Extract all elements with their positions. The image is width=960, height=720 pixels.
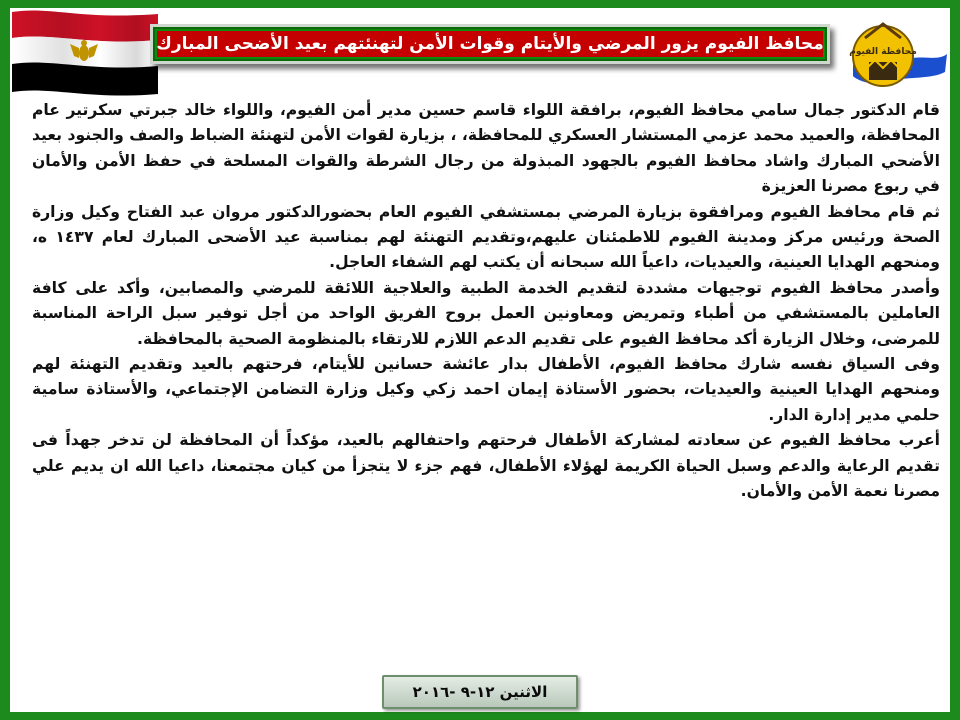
paragraph: وأصدر محافظ الفيوم توجيهات مشددة لتقديم الخدمة الطبية والعلاجية اللائقة للمرضي والمصابين، وأكد على كافة العاملين بالمستشفي من أطباء وتمريض ومعاونين العمل بروح الفريق الواحد من أجل توفير سبل الراحة المناسبة للمرضى، وخلال الزيارة أكد محافظ الفيوم على تقديم الدعم اللازم للارتقاء بالمنظومة الصحية بالمحافظة. <box>32 278 940 348</box>
paragraph: قام الدكتور جمال سامي محافظ الفيوم، برافقة اللواء قاسم حسين مدير أمن الفيوم، واللواء خالد جبرتي سكرتير عام المحافظة، والعميد محمد عزمي المستشار العسكري للمحافظة، ، بزيارة لقوات الأمن لتهنئة الضباط والصف والجنود بعيد الأضحي المبارك واشاد محافظ الفيوم بالجهود المبذولة من رجال الشرطة والقوات المسلحة في حفظ الأمن والأمان في ربوع مصرنا العزيزة <box>32 101 940 196</box>
fayoum-governorate-logo <box>845 10 950 100</box>
paragraph: ثم قام محافظ الفيوم ومرافقوة بزيارة المرضي بمستشفي الفيوم العام بحضورالدكتور مروان عبد الفتاح وكيل وزارة الصحة ورئيس مركز ومدينة الفيوم للاطمئنان عليهم،وتقديم التهنئة لهم بمناسبة عيد الأضحى المبارك لعام ١٤٣٧ ه، ومنحهم الهدايا العينية، والعيديات، داعياً الله سبحانه أن يكتب لهم الشفاء العاجل. <box>32 202 940 272</box>
paragraph: وفى السياق نفسه شارك محافظ الفيوم، الأطفال بدار عائشة حسانين للأيتام، فرحتهم بالعيد وتقديم التهنئة لهم ومنحهم الهدايا العينية والعيديات، بحضور الأستاذة إيمان احمد زكي وكيل وزارة التضامن الإجتماعي، والأستاذة سامية حلمي مدير إدارة الدار. <box>32 355 940 424</box>
date-text: الاثنين ١٢-٩ -٢٠١٦ <box>412 683 548 701</box>
date-badge <box>382 675 578 709</box>
logo-text: محافظة الفيوم <box>849 47 917 57</box>
egypt-flag-icon <box>10 8 160 100</box>
article-body <box>32 98 940 588</box>
title-banner <box>150 24 830 64</box>
news-page <box>10 8 950 712</box>
paragraph: أعرب محافظ الفيوم عن سعادته لمشاركة الأطفال فرحتهم واحتفالهم بالعيد، مؤكداً أن المحافظة لن تدخر جهداً فى تقديم الرعاية والدعم وسبل الحياة الكريمة لهؤلاء الأطفال، فهم جزء لا يتجزأ من كيان مجتمعنا، داعيا الله ان يديم علي مصرنا نعمة الأمن والأمان. <box>32 431 940 501</box>
page-title: محافظ الفيوم يزور المرضي والأيتام وقوات الأمن لتهنئتهم بعيد الأضحى المبارك <box>156 34 824 54</box>
